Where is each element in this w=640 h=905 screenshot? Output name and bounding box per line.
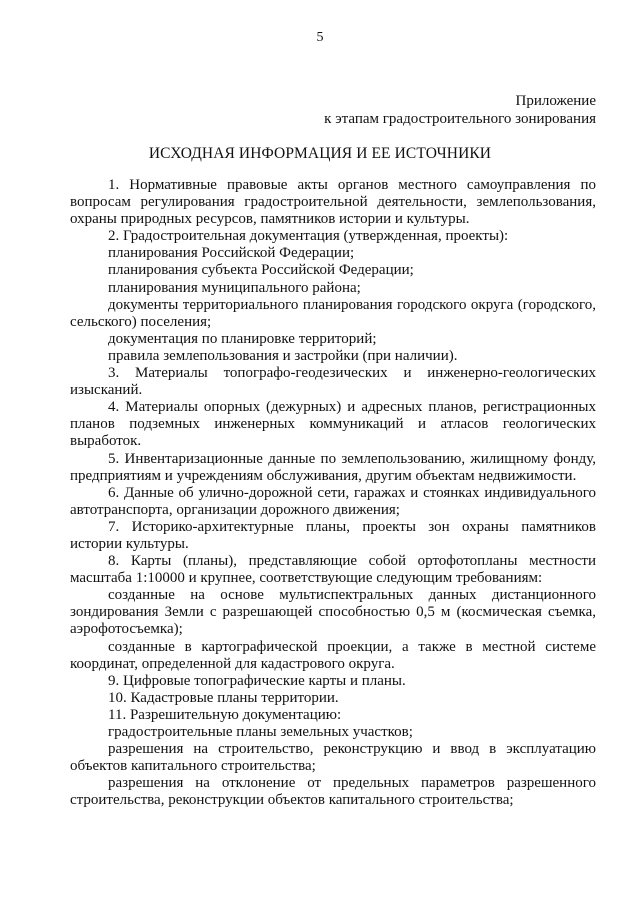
paragraph-10: 10. Кадастровые планы территории. [108, 689, 339, 706]
appendix-label [324, 92, 596, 128]
list-item-land-use-rules: правила землепользования и застройки (при наличии). [108, 347, 458, 364]
list-item-district-planning: планирования муниципального района; [108, 279, 361, 296]
paragraph-7: 7. Историко-архитектурные планы, проекты зон охраны памятников истории культуры. [70, 518, 596, 552]
paragraph-9: 9. Цифровые топографические карты и планы. [108, 672, 406, 689]
list-item-deviation-permits: разрешения на отклонение от предельных параметров разрешенного строительства, реконструкции объектов капитального строительства; [70, 775, 596, 809]
paragraph-8: 8. Карты (планы), представляющие собой ортофотопланы местности масштаба 1:10000 и крупнее, соответствующие следующим требованиям: [70, 553, 596, 587]
list-item-subject-planning: планирования субъекта Российской Федерации; [108, 262, 414, 279]
appendix-subtitle: к этапам градостроительного зонирования [324, 111, 596, 127]
list-item-town-plans: градостроительные планы земельных участков; [108, 724, 413, 740]
page-number: 5 [316, 30, 324, 45]
document-body [70, 177, 596, 809]
document-title: ИСХОДНАЯ ИНФОРМАЦИЯ И ЕЕ ИСТОЧНИКИ [148, 145, 492, 162]
paragraph-5: 5. Инвентаризационные данные по землепользованию, жилищному фонду, предприятиям и учреждениям обслуживания, другим объектам недвижимости. [70, 450, 596, 484]
list-item-construction-permits: разрешения на строительство, реконструкцию и ввод в эксплуатацию объектов капитального строительства; [70, 741, 596, 775]
paragraph-11: 11. Разрешительную документацию: [108, 706, 342, 723]
paragraph-2: 2. Градостроительная документация (утвержденная, проекты): [108, 228, 509, 245]
list-item-rf-planning: планирования Российской Федерации; [108, 245, 355, 262]
list-item-projection: созданные в картографической проекции, а также в местной системе координат, определенной для кадастрового округа. [70, 638, 596, 672]
list-item-territorial-documents: документы территориального планирования городского округа (городского, сельского) поселения; [70, 296, 596, 330]
paragraph-1: 1. Нормативные правовые акты органов местного самоуправления по вопросам регулирования градостроительной деятельности, землепользования, охраны природных ресурсов, памятников истории и культуры. [70, 177, 596, 228]
paragraph-6: 6. Данные об улично-дорожной сети, гаражах и стоянках индивидуального автотранспорта, организации дорожного движения; [70, 484, 596, 518]
paragraph-3: 3. Материалы топографо-геодезических и инженерно-геологических изысканий. [70, 365, 596, 399]
paragraph-4: 4. Материалы опорных (дежурных) и адресных планов, регистрационных планов подземных инженерных коммуникаций и атласов геологических выработок. [70, 399, 596, 450]
list-item-multispectral: созданные на основе мультиспектральных данных дистанционного зондирования Земли с разрешающей способностью 0,5 м (космическая съемка, аэрофотосъемка); [70, 587, 596, 638]
appendix-title: Приложение [515, 93, 596, 109]
list-item-territory-planning-docs: документация по планировке территорий; [108, 330, 377, 347]
